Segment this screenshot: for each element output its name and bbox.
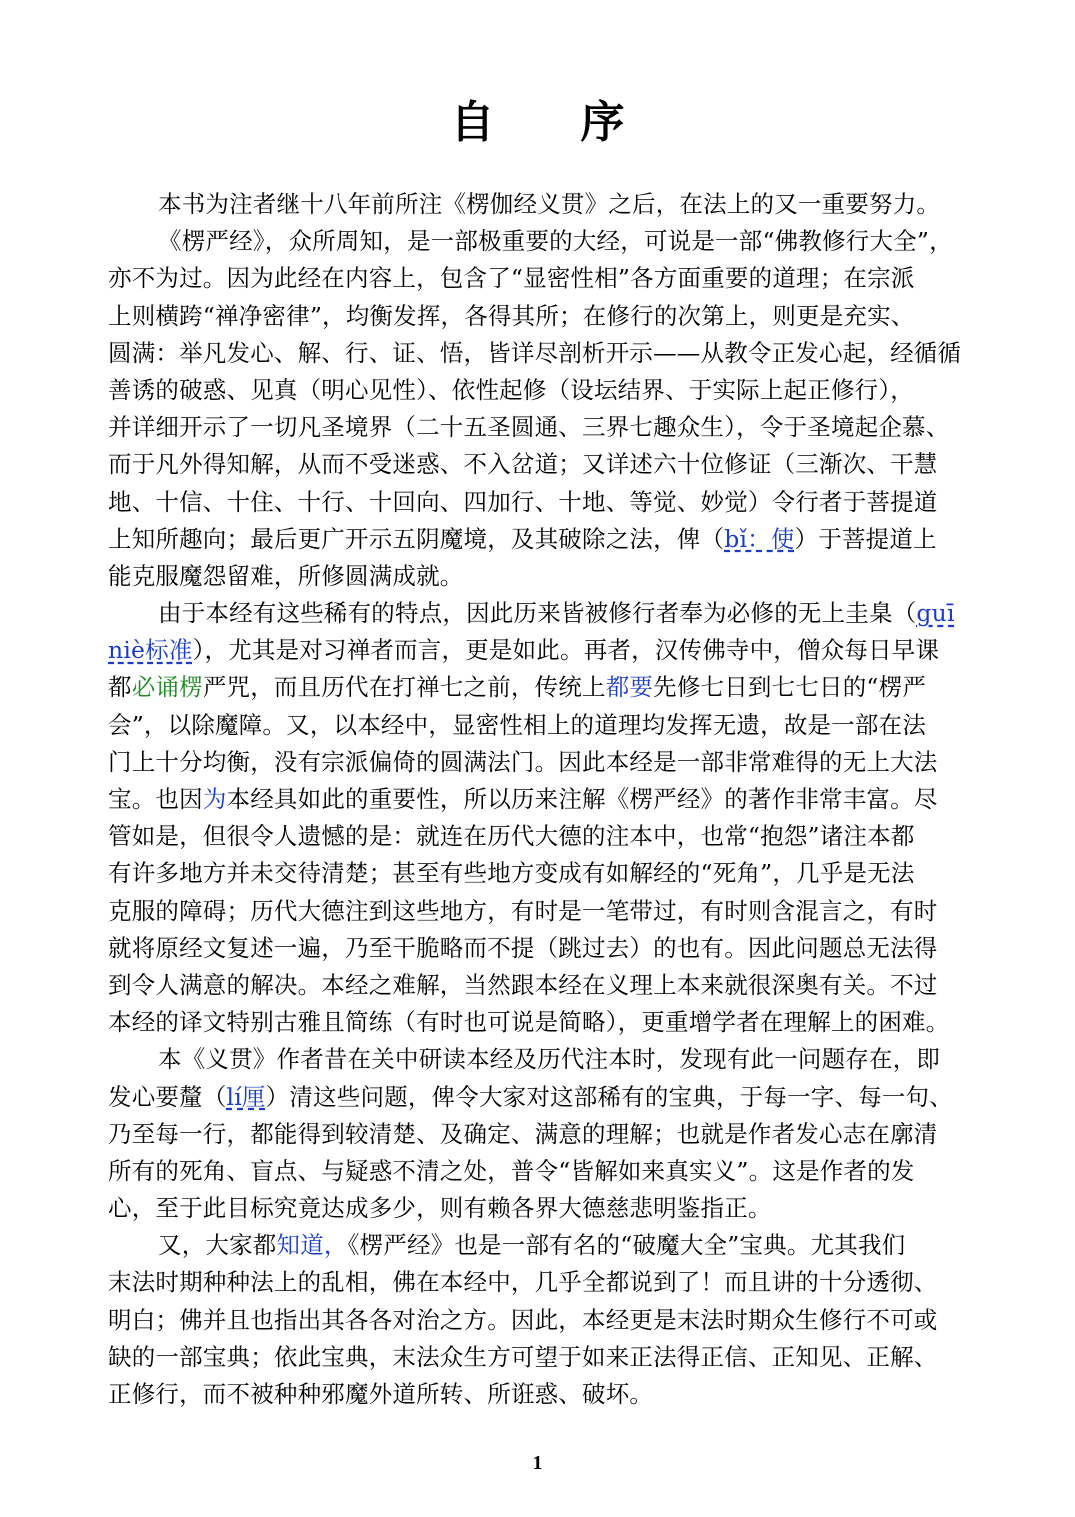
text-line xyxy=(108,744,1001,781)
text-segment: 心，至于此目标究竟达成多少，则有赖各界大德慈悲明鉴指正。 xyxy=(108,1194,772,1223)
pinyin-annotation: bǐ：使 xyxy=(724,524,795,553)
text-line xyxy=(108,707,1001,744)
text-line xyxy=(108,484,1001,521)
text-line xyxy=(108,1227,1001,1264)
text-segment: 发心要釐（ xyxy=(108,1082,227,1111)
text-line xyxy=(108,893,1001,930)
text-line xyxy=(108,521,1001,558)
text-line xyxy=(108,298,1001,335)
text-line xyxy=(108,1153,1001,1190)
text-line xyxy=(108,632,1001,669)
text-segment: 乃至每一行，都能得到较清楚、及确定、满意的理解；也就是作者发心志在廓清 xyxy=(108,1119,938,1148)
title-char-1: 自 xyxy=(450,97,495,148)
text-segment: 就将原经文复述一遍，乃至干脆略而不提（跳过去）的也有。因此问题总无法得 xyxy=(108,933,938,962)
pinyin-annotation: niè标准 xyxy=(108,636,193,665)
text-segment: 先修七日到七七日的“楞严 xyxy=(653,673,927,702)
text-segment: ）清这些问题，俾令大家对这部稀有的宝典，于每一字、每一句、 xyxy=(265,1082,953,1111)
text-line xyxy=(108,1376,1001,1413)
text-line xyxy=(108,1004,1001,1041)
pinyin-annotation: lí厘 xyxy=(226,1082,266,1111)
text-segment: 有许多地方并未交待清楚；甚至有些地方变成有如解经的“死角”，几乎是无法 xyxy=(108,859,915,888)
text-line xyxy=(108,967,1001,1004)
text-segment: 本经具如此的重要性，所以历来注解《楞严经》的著作非常丰富。尽 xyxy=(226,785,938,813)
text-segment: 《楞严经》，众所周知，是一部极重要的大经，可说是一部“佛教修行大全”， xyxy=(158,227,953,256)
text-line xyxy=(108,186,1001,223)
text-segment: 会”，以除魔障。又，以本经中，显密性相上的道理均发挥无遗，故是一部在法 xyxy=(108,710,927,739)
text-segment: 缺的一部宝典；依此宝典，末法众生方可望于如来正法得正信、正知见、正解、 xyxy=(108,1342,938,1371)
text-segment: 亦不为过。因为此经在内容上，包含了“显密性相”各方面重要的道理；在宗派 xyxy=(108,264,915,293)
text-line xyxy=(108,930,1001,967)
text-line xyxy=(108,223,1001,260)
text-line xyxy=(108,260,1001,297)
text-line xyxy=(108,446,1001,483)
text-segment: 都 xyxy=(108,673,132,702)
text-line xyxy=(108,372,1001,409)
text-line xyxy=(108,855,1001,892)
text-line xyxy=(108,1116,1001,1153)
text-segment: 明白；佛并且也指出其各各对治之方。因此，本经更是末法时期众生修行不可或 xyxy=(108,1305,938,1334)
text-segment: 宝。也因 xyxy=(108,785,203,813)
text-line xyxy=(108,781,1001,818)
text-segment: 并详细开示了一切凡圣境界（二十五圣圆通、三界七趣众生），令于圣境起企慕、 xyxy=(108,413,950,442)
text-segment: 能克服魔怨留难，所修圆满成就。 xyxy=(108,561,464,590)
text-line xyxy=(108,409,1001,446)
text-line xyxy=(108,1264,1001,1301)
highlighted-text: 为 xyxy=(202,785,227,813)
text-segment: 管如是，但很令人遗憾的是：就连在历代大德的注本中，也常“抱怨”诸注本都 xyxy=(108,822,915,851)
text-line xyxy=(108,1079,1001,1116)
text-segment: 严咒，而且历代在打禅七之前，传统上 xyxy=(202,673,606,702)
text-segment: 上知所趣向；最后更广开示五阴魔境，及其破除之法，俾（ xyxy=(108,524,725,553)
text-segment: 本经的译文特别古雅且简练（有时也可说是简略），更重增学者在理解上的困难。 xyxy=(108,1008,950,1037)
text-line xyxy=(108,558,1001,595)
text-line xyxy=(108,595,1001,632)
text-line xyxy=(108,669,1001,706)
text-line xyxy=(108,1302,1001,1339)
text-line xyxy=(108,818,1001,855)
text-segment: 克服的障碍；历代大德注到这些地方，有时是一笔带过，有时则含混言之，有时 xyxy=(108,896,938,925)
text-segment: 善诱的破惑、见真（明心见性）、依性起修（设坛结界、于实际上起正修行）， xyxy=(108,375,914,404)
title-char-2: 序 xyxy=(580,97,625,148)
text-line xyxy=(108,335,1001,372)
text-line xyxy=(108,1041,1001,1078)
text-segment: ）于菩提道上 xyxy=(794,524,937,553)
text-segment: 所有的死角、盲点、与疑惑不清之处，普令“皆解如来真实义”。这是作者的发 xyxy=(108,1156,915,1185)
text-segment: 又，大家都 xyxy=(158,1231,277,1260)
highlighted-text: 都要 xyxy=(605,673,654,702)
text-segment: 地、十信、十住、十行、十回向、四加行、十地、等觉、妙觉）令行者于菩提道 xyxy=(108,487,938,516)
text-segment: 门上十分均衡，没有宗派偏倚的圆满法门。因此本经是一部非常难得的无上大法 xyxy=(108,747,938,776)
pinyin-annotation: guī xyxy=(916,599,955,628)
text-line xyxy=(108,1339,1001,1376)
text-segment: 本书为注者继十八年前所注《楞伽经义贯》之后，在法上的又一重要努力。 xyxy=(158,190,941,218)
text-segment: ），尤其是对习禅者而言，更是如此。再者，汉传佛寺中，僧众每日早课 xyxy=(192,636,940,665)
page-title xyxy=(0,86,1075,150)
text-segment: 本《义贯》作者昔在关中研读本经及历代注本时，发现有此一问题存在，即 xyxy=(158,1045,941,1074)
text-segment: 到令人满意的解决。本经之难解，当然跟本经在义理上本来就很深奥有关。不过 xyxy=(108,970,938,999)
preface-body xyxy=(108,186,1001,1413)
text-segment: 末法时期种种法上的乱相，佛在本经中，几乎全都说到了！而且讲的十分透彻、 xyxy=(108,1268,938,1297)
highlighted-text: 知道， xyxy=(276,1231,348,1260)
text-segment: 《楞严经》也是一部有名的“破魔大全”宝典。尤其我们 xyxy=(347,1231,906,1260)
text-segment: 正修行，而不被种种邪魔外道所转、所诳惑、破坏。 xyxy=(108,1380,654,1408)
text-segment: 圆满：举凡发心、解、行、证、悟，皆详尽剖析开示——从教令正发心起，经循循 xyxy=(108,338,962,367)
text-segment: 上则横跨“禅净密律”，均衡发挥，各得其所；在修行的次第上，则更是充实、 xyxy=(108,301,915,330)
text-line xyxy=(108,1190,1001,1227)
highlighted-text: 必诵楞 xyxy=(131,673,203,702)
page-number: 1 xyxy=(532,1452,543,1474)
text-segment: 而于凡外得知解，从而不受迷惑、不入岔道；又详述六十位修证（三渐次、干慧 xyxy=(108,450,938,479)
text-segment: 由于本经有这些稀有的特点，因此历来皆被修行者奉为必修的无上圭臬（ xyxy=(158,599,917,628)
